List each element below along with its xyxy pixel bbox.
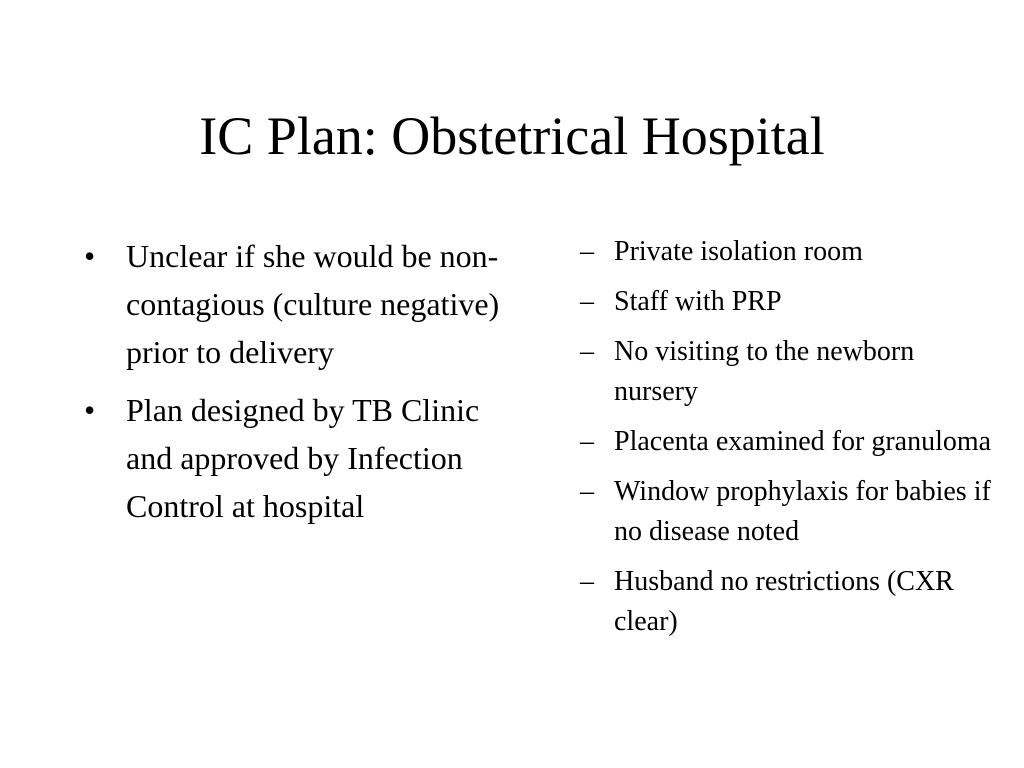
dash-marker: – [580,236,594,267]
bullet-item [84,232,504,376]
sub-item [578,472,998,552]
sub-item-list [578,232,998,642]
sub-item [578,282,998,322]
sub-item-text: Private isolation room [614,236,863,267]
sub-item-text: Staff with PRP [614,286,782,317]
sub-item [578,562,998,642]
bullet-item [84,386,504,530]
left-column [84,232,504,540]
sub-item-text: Placenta examined for granuloma [614,426,992,457]
slide-title: IC Plan: Obstetrical Hospital [199,106,825,166]
dash-marker: – [580,426,594,457]
dash-marker: – [580,566,594,597]
bullet-marker: • [84,392,96,428]
right-column [578,232,998,652]
dash-marker: – [580,286,594,317]
sub-item-text: Window prophylaxis for babies if no disease noted [614,476,991,547]
sub-item-text: No visiting to the newborn nursery [614,336,915,407]
sub-item-text: Husband no restrictions (CXR clear) [614,566,954,637]
sub-item [578,232,998,272]
sub-item [578,422,998,462]
bullet-marker: • [84,238,96,274]
main-bullet-list [84,232,504,530]
sub-item [578,332,998,412]
bullet-text: Plan designed by TB Clinic and approved by Infection Control at hospital [126,392,480,524]
dash-marker: – [580,476,594,507]
dash-marker: – [580,336,594,367]
bullet-text: Unclear if she would be non-contagious (culture negative) prior to delivery [126,238,500,370]
